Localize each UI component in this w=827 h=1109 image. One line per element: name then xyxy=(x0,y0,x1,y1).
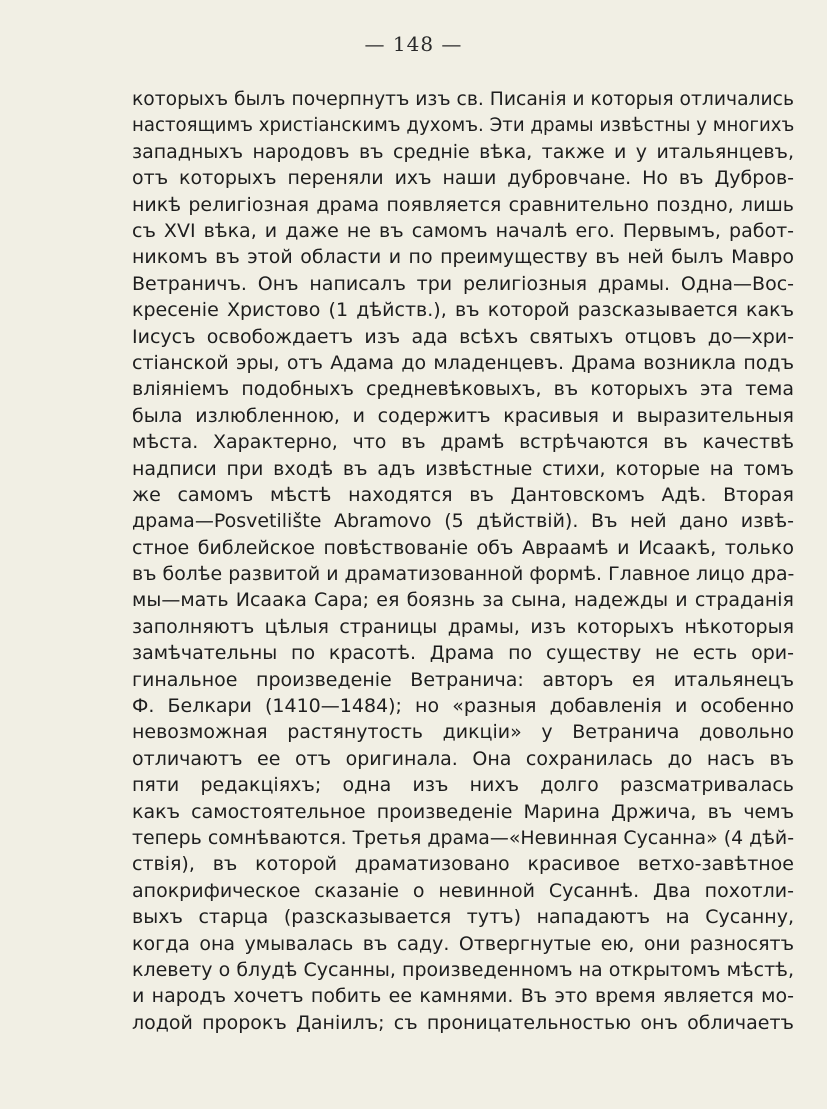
page-number: — 148 — xyxy=(364,32,463,56)
text-line: въ болѣе развитой и драматизованной формѣ. Главное лицо дра- xyxy=(132,563,795,586)
text-line: мы—мать Исаака Сара; ея боязнь за сына, надежды и страданія xyxy=(132,589,794,612)
text-line: стіанской эры, отъ Адама до младенцевъ. Драма возникла подъ xyxy=(132,351,794,374)
text-line: Ф. Белкари (1410—1484); но «разныя добавленія и особенно xyxy=(132,695,794,718)
text-line: стное библейское повѣствованіе объ Авраамѣ и Исаакѣ, только xyxy=(132,536,794,559)
text-line: теперь сомнѣваются. Третья драма—«Невинная Сусанна» (4 дѣй- xyxy=(132,826,795,849)
text-line: лодой пророкъ Даніилъ; съ проницательностью онъ обличаетъ xyxy=(132,1011,794,1034)
text-line: драма—Posvetilište Abramovo (5 дѣйствій). Въ ней дано извѣ- xyxy=(132,510,794,533)
text-line: съ XVI вѣка, и даже не въ самомъ началѣ его. Первымъ, работ- xyxy=(132,219,794,242)
text-line: когда она умывалась въ саду. Отвергнутые ею, они разносятъ xyxy=(132,932,794,955)
text-line: вліяніемъ подобныхъ средневѣковыхъ, въ которыхъ эта тема xyxy=(132,378,794,401)
text-line: заполняютъ цѣлыя страницы драмы, изъ которыхъ нѣкоторыя xyxy=(132,615,794,638)
text-line: замѣчательны по красотѣ. Драма по существу не есть ори- xyxy=(132,642,794,665)
text-line: никомъ въ этой области и по преимуществу въ ней былъ Мавро xyxy=(132,246,794,269)
text-line: ствія), въ которой драматизовано красивое ветхо-завѣтное xyxy=(132,853,794,876)
text-line: мѣста. Характерно, что въ драмѣ встрѣчаются въ качествѣ xyxy=(132,431,794,454)
text-line: которыхъ былъ почерпнутъ изъ св. Писанія и которыя отличались xyxy=(132,88,794,110)
text-line: апокрифическое сказаніе о невинной Сусаннѣ. Два похотли- xyxy=(132,879,794,902)
text-line: клевету о блудѣ Сусанны, произведенномъ на открытомъ мѣстѣ, xyxy=(132,958,794,981)
text-line: же самомъ мѣстѣ находятся въ Дантовскомъ Адѣ. Вторая xyxy=(132,483,794,506)
text-line: невозможная растянутость дикціи» у Ветранича довольно xyxy=(132,721,794,744)
text-line: пяти редакціяхъ; одна изъ нихъ долго разсматривалась xyxy=(132,774,794,797)
text-line: была излюбленною, и содержитъ красивыя и выразительныя xyxy=(132,404,794,427)
body-text xyxy=(132,86,794,1036)
text-line: выхъ старца (разсказывается тутъ) нападаютъ на Сусанну, xyxy=(132,906,794,929)
text-line: никѣ религіозная драма появляется сравнительно поздно, лишь xyxy=(132,193,794,216)
text-line: отличаютъ ее отъ оригинала. Она сохранилась до насъ въ xyxy=(132,747,794,770)
text-line: Ветраничъ. Онъ написалъ три религіозныя драмы. Одна—Вос- xyxy=(132,272,794,295)
text-line: Іисусъ освобождаетъ изъ ада всѣхъ святыхъ отцовъ до—хри- xyxy=(132,325,794,348)
text-line: кресеніе Христово (1 дѣйств.), въ которой разсказывается какъ xyxy=(132,299,794,322)
text-line: какъ самостоятельное произведеніе Марина Држича, въ чемъ xyxy=(132,800,794,823)
text-line: настоящимъ христіанскимъ духомъ. Эти драмы извѣстны у многихъ xyxy=(132,114,795,137)
text-line: и народъ хочетъ побить ее камнями. Въ это время является мо- xyxy=(132,985,794,1008)
text-line: отъ которыхъ переняли ихъ наши дубровчане. Но въ Дубров- xyxy=(132,167,794,190)
text-line: западныхъ народовъ въ средніе вѣка, также и у итальянцевъ, xyxy=(132,140,794,163)
text-line: надписи при входѣ въ адъ извѣстные стихи, которые на томъ xyxy=(132,457,794,480)
text-line: гинальное произведеніе Ветранича: авторъ ея итальянецъ xyxy=(132,668,794,691)
